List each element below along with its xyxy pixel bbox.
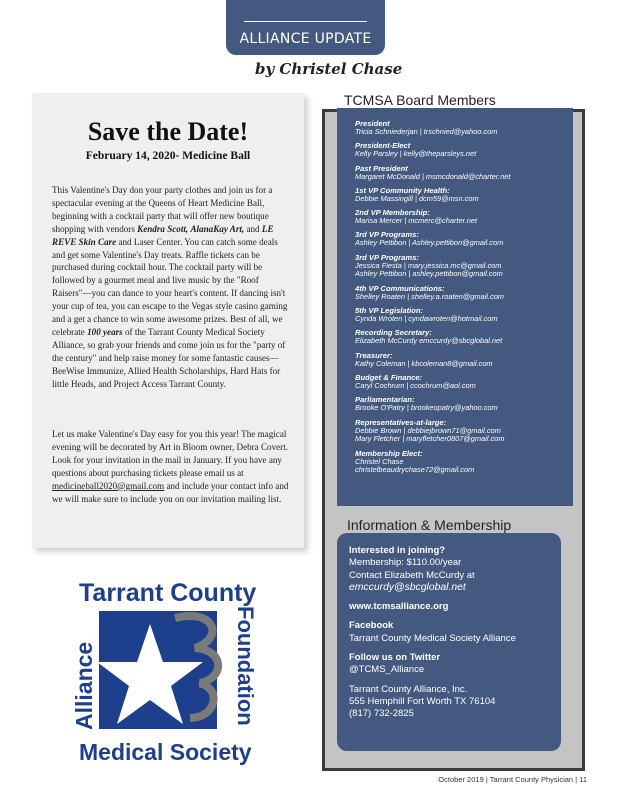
logo-left-word: Alliance [71,641,97,730]
paragraph-text: of the Tarrant County Medical Society Alliance, so grab your friends and come join us for the "party of the century" and help raise money for some fantastic causes—BeeWise Immunize, Allied Health Scholarships, Hard Hats for little Heads, and Project Access Tarrant County. [52,326,286,389]
board-entry [355,230,565,248]
board-entry [355,208,565,226]
contact-email-link[interactable]: emccurdy@sbcglobal.net [349,581,466,593]
card-subtitle: February 14, 2020- Medicine Ball [85,150,251,162]
board-entry [355,164,565,182]
board-role: 2nd VP Membership: [355,208,430,218]
paragraph-text: Let us make Valentine's Day easy for you this year! The magical evening will be decorated by Art in Bloom owner, Debra Covert. Look for your invitation in the mail in January. If you have any questions about purchasing tickets please email us at [52,429,289,478]
vendor-name: LE REVE Skin Care [52,223,274,247]
board-member: Mary Fletcher | maryfletcher0807@gmail.com [355,434,505,444]
board-role: 4th VP Communications: [355,283,445,293]
board-role: Membership Elect: [355,448,423,458]
board-entry [355,449,565,475]
paragraph-text: and Laser Center. You can catch some deals and get some Valentine's Day treats. Raffle tickets can be purchased during cocktail hour. The cocktail party will be followed by a gourmet meal and live music by the "Roof Raisers"—you can dance to your heart's content. If dancing isn't your cup of tea, you can escape to the Vegas style casino gaming and a get a chance to win some awesome prizes. Best of all, we celebrate [52,236,288,337]
board-member: Caryl Cochrum | ccochrum@aol.com [355,380,476,390]
board-role: 3rd VP Programs: [355,252,419,262]
event-paragraph [52,184,292,391]
info-title: Information & Membership [347,517,512,533]
vendor-name: AlanaKay Art, [190,223,245,234]
board-member: Cynda Wroten | cyndawroten@hotmail.com [355,314,498,324]
card-title: Save the Date! [87,117,249,146]
board-member: Ashley Pettibon | Ashley.pettibon@gmail.com [355,238,504,248]
page-footer: October 2019 | Tarrant County Physician | 11 [438,775,587,784]
board-member: Shelley Roaten | shelley.a.roaten@gmail.com [355,291,504,301]
years-highlight: 100 years [87,326,123,337]
board-member: Debbie Brown | debbiejbrown71@gmail.com [355,425,501,435]
board-member: christelbeaudrychase72@gmail.com [355,465,475,475]
board-role: 5th VP Legislation: [355,306,424,316]
board-entry [355,418,565,444]
membership-fee: Membership: $110.00/year [349,557,462,569]
board-entry [355,373,565,391]
board-role: Treasurer: [355,350,393,360]
facebook-label: Facebook [349,620,394,632]
board-member: Christel Chase [355,456,404,466]
vendor-name: Kendra Scott, [137,223,189,234]
paragraph-text: and include your contact info and we will make sure to include you on our invitation mailing list. [52,480,289,504]
board-entry [355,306,565,324]
board-entry [355,141,565,159]
board-role: Recording Secretary: [355,328,432,338]
board-entry [355,284,565,302]
join-question: Interested in joining? [349,545,446,556]
board-member: Ashley Pettibon | ashley.pettibon@gmail.com [355,269,503,279]
email-link[interactable]: medicineball2020@gmail.com [52,480,165,491]
header-rule [244,21,367,22]
org-phone: (817) 732-2825 [349,708,414,720]
board-entry [355,351,565,369]
save-the-date-card [32,93,304,548]
board-role: 1st VP Community Health: [355,185,450,195]
paragraph-text: and [244,223,262,234]
board-members-panel [337,108,573,506]
board-role: Representatives-at-large: [355,417,447,427]
board-member: Brooke O'Patry | brookeopatry@yahoo.com [355,403,498,413]
board-entry [355,395,565,413]
board-entry [355,328,565,346]
board-member: Kelly Parsley | kelly@theparsleys.net [355,149,477,159]
board-member: Kathy Coleman | kbcoleman8@gmail.com [355,358,493,368]
board-entry [355,186,565,204]
board-members-list [355,119,565,480]
board-entry [355,253,565,279]
twitter-label: Follow us on Twitter [349,652,441,664]
section-header-tab [226,0,385,55]
board-entry [355,119,565,137]
logo-line-1: Tarrant County [79,579,257,607]
board-member: Margaret McDonald | msmcdonald@charter.net [355,171,511,181]
twitter-link[interactable]: @TCMS_Alliance [349,664,425,676]
board-role: Past President [355,163,408,173]
board-member: Elizabeth McCurdy emccurdy@sbcglobal.net [355,336,503,346]
board-member: Jessica Fiesta | mary.jessica.mc@gmail.com [355,260,502,270]
facebook-link[interactable]: Tarrant County Medical Society Alliance [349,632,516,644]
logo-right-word: Foundation [233,606,258,726]
website-link[interactable]: www.tcmsalliance.org [349,601,449,613]
board-role: Budget & Finance: [355,372,423,382]
tcms-alliance-foundation-logo [71,578,265,766]
membership-info-panel [337,533,561,751]
board-member: Marisa Mercer | mcmerc@charter.net [355,216,478,226]
board-role: President [355,119,390,128]
org-address: 555 Hemphill Fort Worth TX 76104 [349,695,496,707]
board-member: Debbie Massingill | dcm59@msn.com [355,193,479,203]
board-member: Tricia Schniederjan | trschnied@yahoo.com [355,127,498,136]
contact-text: Contact Elizabeth McCurdy at [349,569,475,581]
byline: by Christel Chase [255,60,403,78]
board-role: President-Elect [355,141,411,151]
paragraph-text: This Valentine's Day don your party clothes and join us for a spectacular evening at the Queens of Heart Medicine Ball, beginning with a cocktail party that will offer new boutique shopping with vendors [52,185,273,234]
board-role: 3rd VP Programs: [355,230,419,240]
logo-bottom-line: Medical Society [79,739,252,765]
org-name: Tarrant County Alliance, Inc. [349,683,468,695]
invitation-paragraph [52,428,292,505]
board-role: Parliamentarian: [355,395,415,405]
section-title: ALLIANCE UPDATE [239,31,372,47]
board-title: TCMSA Board Members [340,92,500,108]
